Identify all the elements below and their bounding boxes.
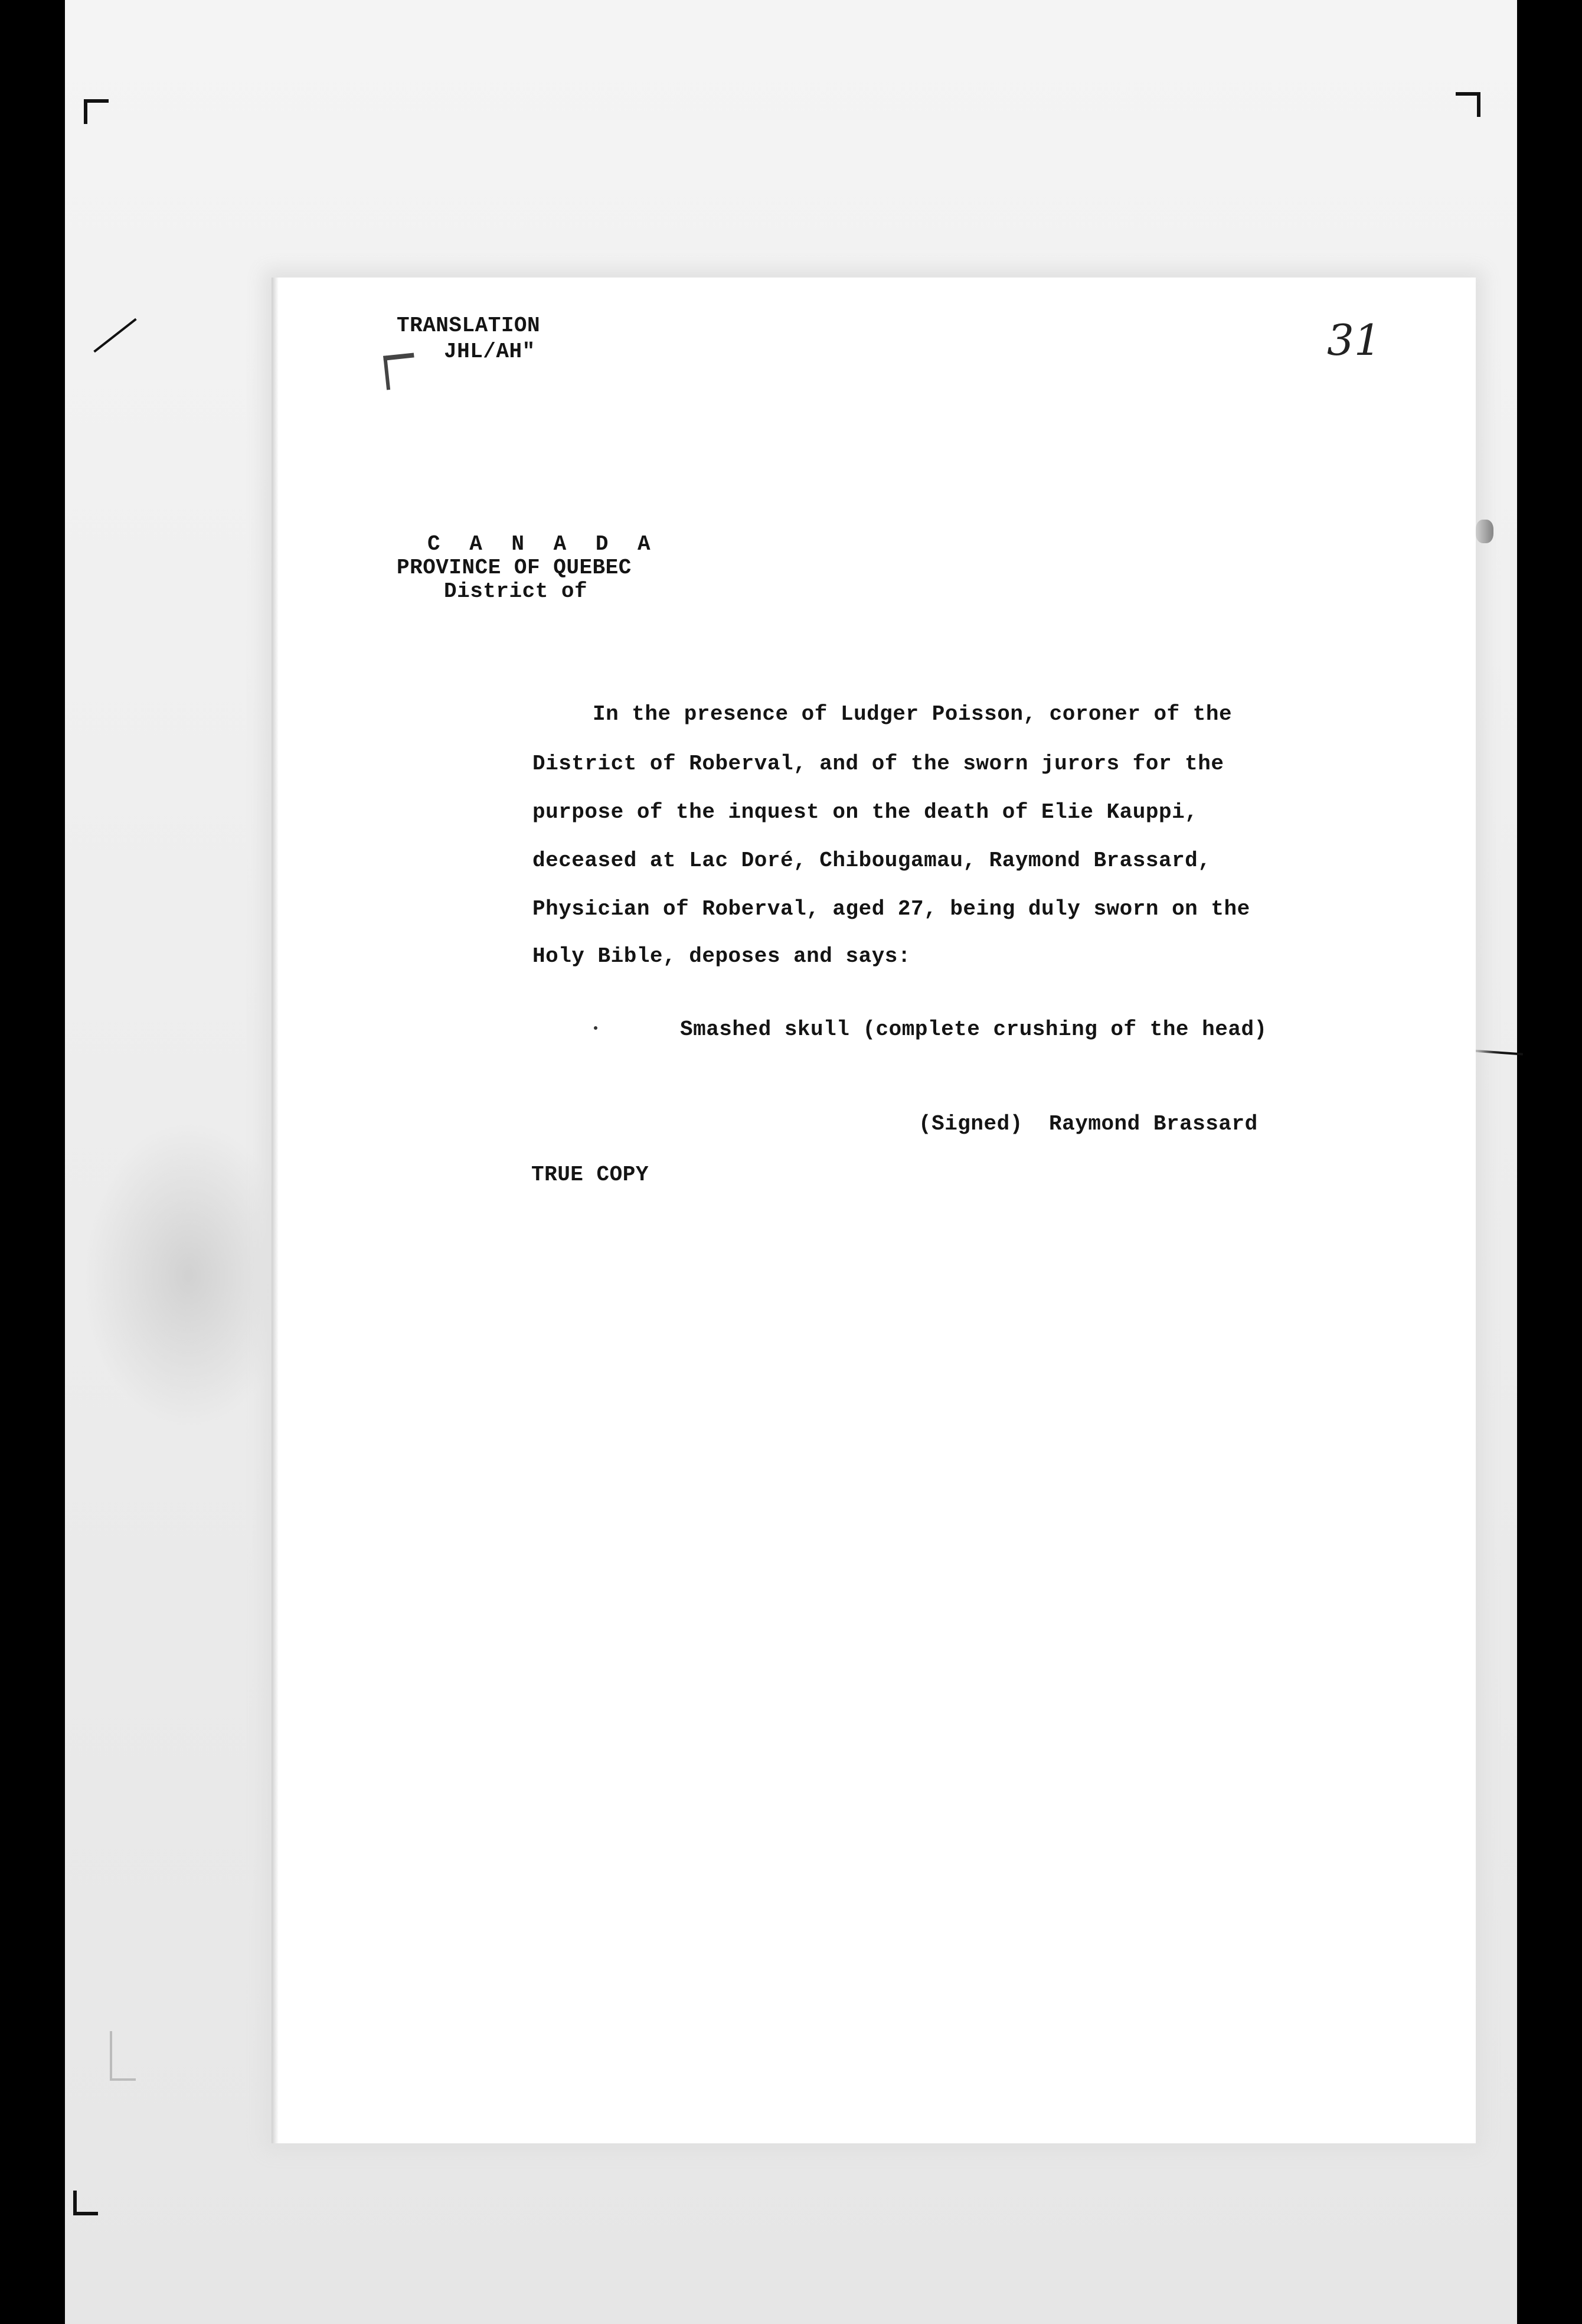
deposition-line-3: purpose of the inquest on the death of Elie Kauppi, xyxy=(532,800,1198,824)
crop-mark-bottom-left xyxy=(73,2191,98,2215)
true-copy-label: TRUE COPY xyxy=(531,1163,649,1187)
deposition-line-5: Physician of Roberval, aged 27, being duly sworn on the xyxy=(532,897,1250,921)
translation-label: TRANSLATION xyxy=(397,314,541,338)
findings-bullet xyxy=(594,1026,597,1030)
sheet-left-edge xyxy=(272,278,279,2143)
deposition-line-1: In the presence of Ludger Poisson, coroner of the xyxy=(593,702,1233,726)
crop-mark-top-right xyxy=(1456,92,1480,117)
findings-text: Smashed skull (complete crushing of the head) xyxy=(680,1017,1267,1042)
print-smudge xyxy=(83,1122,295,1429)
province-heading: PROVINCE OF QUEBEC xyxy=(397,556,632,580)
sheet-edge-mark xyxy=(1476,520,1493,543)
page-number: 31 xyxy=(1327,315,1381,365)
deposition-line-4: deceased at Lac Doré, Chibougamau, Raymond Brassard, xyxy=(532,848,1211,873)
signature-line: (Signed) Raymond Brassard xyxy=(919,1112,1258,1136)
deposition-line-6: Holy Bible, deposes and says: xyxy=(532,944,911,968)
district-heading: District of xyxy=(444,579,588,603)
crop-mark-top-left xyxy=(84,99,109,124)
deposition-line-2: District of Roberval, and of the sworn jurors for the xyxy=(532,752,1224,776)
stamp-mark xyxy=(383,352,417,390)
crop-mark-faint xyxy=(110,2031,136,2081)
country-heading: C A N A D A xyxy=(427,532,659,556)
reference-initials: JHL/AH" xyxy=(444,340,535,364)
